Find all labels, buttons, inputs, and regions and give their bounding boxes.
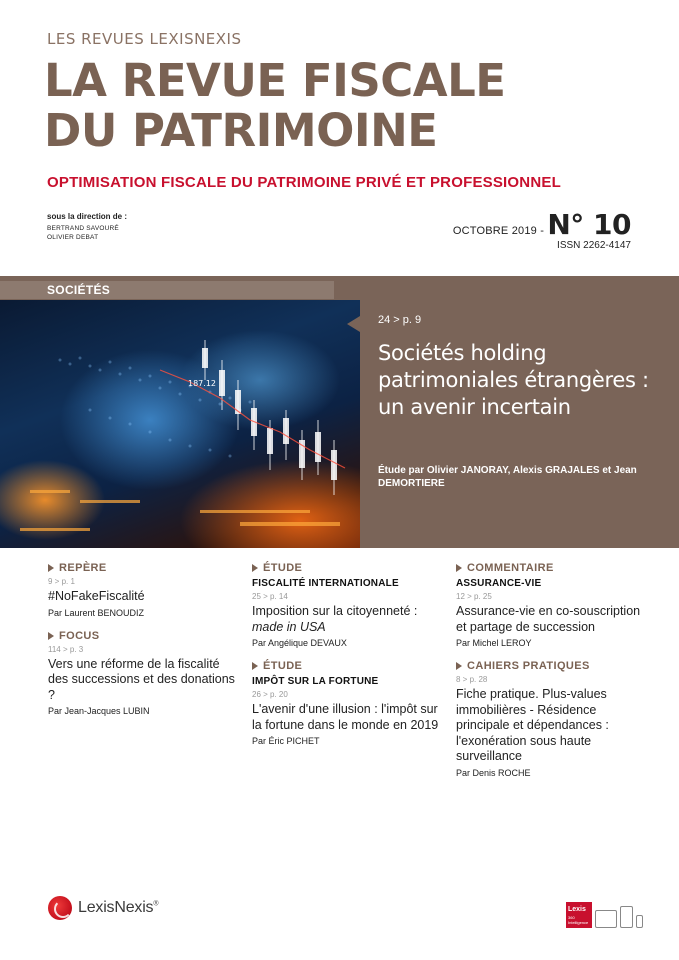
series-name: LES REVUES LEXISNEXIS bbox=[47, 30, 242, 48]
toc-subrubric: IMPÔT SUR LA FORTUNE bbox=[252, 676, 379, 687]
toc-title: Assurance-vie en co-souscription et partage de succession bbox=[456, 604, 641, 634]
toc-rubric: COMMENTAIRE bbox=[456, 562, 646, 574]
feature-rubric bbox=[0, 281, 334, 299]
lexisnexis-logo-icon bbox=[48, 896, 72, 920]
lexisnexis-wordmark: LexisNexis® bbox=[78, 899, 159, 916]
stock-market-image bbox=[0, 300, 360, 548]
candlestick-illustration bbox=[0, 300, 360, 548]
toc-author: Par Michel LEROY bbox=[456, 638, 532, 648]
toc-page-ref: 8 > p. 28 bbox=[456, 675, 488, 684]
editorial-direction bbox=[47, 212, 127, 242]
feature-headline[interactable]: Sociétés holding patrimoniales étrangères : un avenir incertain bbox=[378, 341, 649, 419]
toc-column-3 bbox=[456, 562, 646, 790]
director-name: OLIVIER DEBAT bbox=[47, 234, 99, 241]
toc-title: Vers une réforme de la fiscalité des successions et des donations ? bbox=[48, 656, 235, 702]
journal-title-line1: LA REVUE FISCALE bbox=[44, 54, 506, 107]
toc-author: Par Angélique DEVAUX bbox=[252, 638, 347, 648]
issue-date: OCTOBRE 2019 - bbox=[452, 225, 548, 237]
toc-subrubric: ASSURANCE-VIE bbox=[456, 578, 542, 589]
toc-title: Fiche pratique. Plus-values immobilières - Résidence principale et dépendances : l'exonération sous haute surveillance bbox=[456, 687, 609, 763]
toc-entry[interactable] bbox=[252, 660, 442, 746]
multi-device-badge bbox=[566, 902, 643, 928]
director-name: BERTRAND SAVOURÉ bbox=[47, 225, 119, 232]
toc-entry[interactable] bbox=[456, 660, 646, 778]
issue-number: N° 10 bbox=[547, 208, 631, 241]
direction-label: sous la direction de : bbox=[47, 212, 128, 221]
toc-author: Par Éric PICHET bbox=[252, 736, 320, 746]
triangle-icon bbox=[456, 662, 462, 670]
toc-page-ref: 114 > p. 3 bbox=[48, 644, 84, 654]
image-price-label: 187.12 bbox=[188, 379, 216, 388]
toc-entry[interactable] bbox=[456, 562, 646, 648]
toc-author: Par Jean-Jacques LUBIN bbox=[48, 706, 150, 716]
triangle-icon bbox=[48, 632, 54, 640]
journal-title bbox=[44, 56, 506, 156]
phone-icon bbox=[636, 915, 643, 928]
feature-page-ref: 24 > p. 9 bbox=[378, 314, 422, 326]
issn: ISSN 2262-4147 bbox=[557, 240, 631, 251]
toc-rubric: CAHIERS PRATIQUES bbox=[456, 660, 646, 672]
toc-author: Par Denis ROCHE bbox=[456, 767, 531, 778]
triangle-icon bbox=[252, 662, 258, 670]
toc-title-italic: made in USA bbox=[252, 619, 326, 634]
triangle-icon bbox=[48, 564, 54, 572]
toc-rubric: FOCUS bbox=[48, 630, 238, 642]
toc-title: Imposition sur la citoyenneté : made in USA bbox=[252, 604, 418, 634]
toc-rubric: ÉTUDE bbox=[252, 660, 442, 672]
desktop-icon bbox=[595, 910, 617, 928]
triangle-icon bbox=[456, 564, 462, 572]
toc-author: Par Laurent BENOUDIZ bbox=[48, 607, 145, 618]
lexisnexis-logo[interactable] bbox=[48, 896, 158, 920]
toc-page-ref: 25 > p. 14 bbox=[252, 592, 288, 601]
toc-subrubric: FISCALITÉ INTERNATIONALE bbox=[252, 578, 399, 589]
tablet-icon bbox=[620, 906, 633, 928]
triangle-icon bbox=[252, 564, 258, 572]
toc-rubric: ÉTUDE bbox=[252, 562, 442, 574]
toc-title: L'avenir d'une illusion : l'impôt sur la fortune dans le monde en 2019 bbox=[252, 702, 439, 732]
toc-page-ref: 9 > p. 1 bbox=[48, 577, 75, 586]
feature-notch bbox=[347, 316, 360, 332]
journal-title-line2: DU PATRIMOINE bbox=[44, 104, 438, 157]
toc-entry[interactable] bbox=[48, 562, 238, 618]
journal-subtitle: OPTIMISATION FISCALE DU PATRIMOINE PRIVÉ ET PROFESSIONNEL bbox=[47, 174, 561, 191]
feature-article[interactable] bbox=[0, 276, 679, 548]
feature-byline: Étude par Olivier JANORAY, Alexis GRAJALES et Jean DEMORTIERE bbox=[378, 465, 637, 489]
toc-rubric: REPÈRE bbox=[48, 562, 238, 574]
toc-entry[interactable] bbox=[252, 562, 442, 648]
toc-title: #NoFakeFiscalité bbox=[48, 589, 145, 603]
toc-column-1 bbox=[48, 562, 238, 728]
toc-column-2 bbox=[252, 562, 442, 758]
issue-info bbox=[453, 208, 631, 251]
lexis-360-badge: Lexis 360 Intelligence bbox=[566, 902, 592, 928]
toc-entry[interactable] bbox=[48, 630, 238, 717]
toc-page-ref: 26 > p. 20 bbox=[252, 690, 288, 699]
feature-rubric-label: SOCIÉTÉS bbox=[47, 283, 111, 297]
toc-page-ref: 12 > p. 25 bbox=[456, 592, 492, 601]
